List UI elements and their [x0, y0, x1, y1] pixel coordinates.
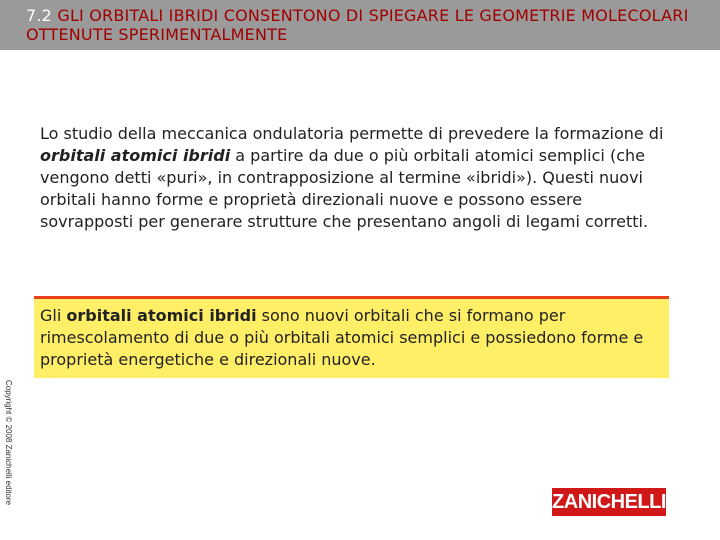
- body-paragraph: [40, 123, 680, 233]
- callout-rest: sono nuovi orbitali che si formano per rimescolamento di due o più orbitali atomici semplici e possiedono forme e proprietà energetiche e direzionali nuove.: [40, 306, 644, 369]
- body-text-part1: Lo studio della meccanica ondulatoria permette di prevedere la formazione di: [40, 124, 664, 143]
- header-bar: [0, 0, 720, 50]
- section-number: 7.2: [26, 6, 53, 25]
- slide-title: [26, 6, 706, 44]
- copyright-text: Copyright © 2008 Zanichelli editore: [4, 380, 13, 506]
- callout-term: orbitali atomici ibridi: [66, 306, 257, 325]
- body-text-part2: a partire da due o più orbitali atomici semplici (che vengono detti «puri», in contrapposizione al termine «ibridi»). Questi nuovi orbitali hanno forme e proprietà direzionali nuove e possono essere sovrapposti per generare strutture che presentano angoli di legami corretti.: [40, 146, 649, 231]
- title-text: GLI ORBITALI IBRIDI CONSENTONO DI SPIEGARE LE GEOMETRIE MOLECOLARI OTTENUTE SPERIMENTALMENTE: [26, 6, 689, 44]
- logo-text: ZANICHELLI: [552, 491, 666, 513]
- body-emphasis: orbitali atomici ibridi: [40, 146, 231, 165]
- definition-callout: [34, 296, 669, 378]
- zanichelli-logo: [552, 488, 666, 516]
- callout-prefix: Gli: [40, 306, 67, 325]
- copyright-notice: [1, 380, 13, 520]
- callout-text: [40, 305, 660, 371]
